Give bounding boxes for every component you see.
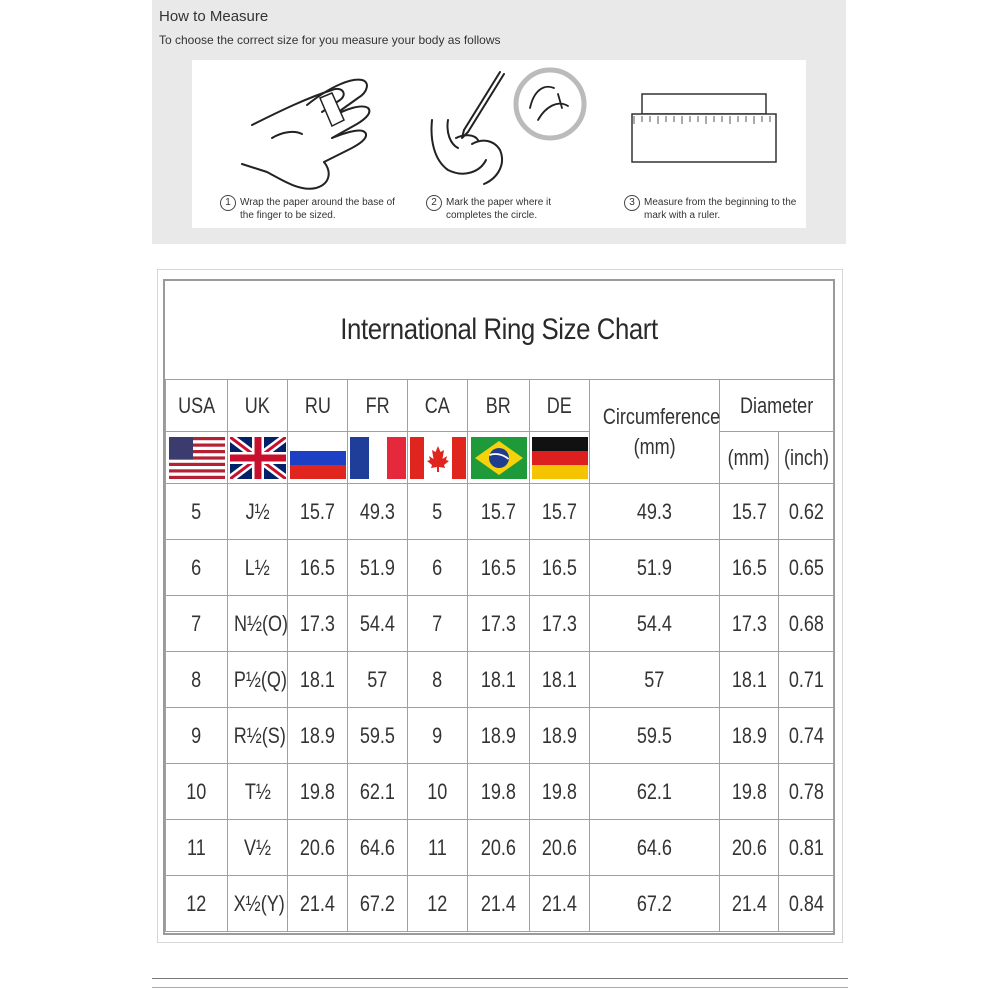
cell-uk: T½	[228, 764, 288, 820]
measure-steps	[192, 60, 806, 228]
size-table	[165, 379, 834, 932]
cell-uk: V½	[228, 820, 288, 876]
cell-circumference: 67.2	[590, 876, 720, 932]
russia-flag-icon	[290, 437, 346, 479]
cell-diameter-inch: 0.65	[779, 540, 834, 596]
cell-fr: 54.4	[348, 596, 408, 652]
header-ru: RU	[288, 380, 348, 432]
cell-ru: 21.4	[288, 876, 348, 932]
cell-usa: 5	[166, 484, 228, 540]
cell-ca: 12	[408, 876, 468, 932]
measure-subtitle: To choose the correct size for you measure your body as follows	[159, 33, 501, 47]
size-rows	[166, 484, 834, 932]
cell-fr: 59.5	[348, 708, 408, 764]
cell-diameter-inch: 0.68	[779, 596, 834, 652]
cell-fr: 62.1	[348, 764, 408, 820]
header-usa: USA	[166, 380, 228, 432]
header-diameter: Diameter	[720, 380, 834, 432]
cell-br: 20.6	[468, 820, 530, 876]
cell-de: 20.6	[530, 820, 590, 876]
cell-fr: 57	[348, 652, 408, 708]
uk-flag-cell	[228, 432, 288, 484]
cell-circumference: 62.1	[590, 764, 720, 820]
cell-usa: 8	[166, 652, 228, 708]
cell-ca: 7	[408, 596, 468, 652]
cell-diameter-mm: 21.4	[720, 876, 779, 932]
header-diameter-inch: (inch)	[779, 432, 834, 484]
cell-circumference: 54.4	[590, 596, 720, 652]
step-2-caption	[426, 196, 576, 222]
step-1-number: 1	[220, 195, 236, 211]
how-to-measure-panel	[152, 0, 846, 244]
cell-ca: 6	[408, 540, 468, 596]
cell-ca: 11	[408, 820, 468, 876]
cell-de: 18.1	[530, 652, 590, 708]
step-3-text: Measure from the beginning to the mark with a ruler.	[644, 197, 797, 221]
divider-line	[152, 978, 848, 979]
cell-br: 18.9	[468, 708, 530, 764]
step-2	[412, 60, 612, 228]
step-3-number: 3	[624, 195, 640, 211]
cell-de: 15.7	[530, 484, 590, 540]
cell-diameter-mm: 17.3	[720, 596, 779, 652]
cell-diameter-mm: 19.8	[720, 764, 779, 820]
cell-de: 19.8	[530, 764, 590, 820]
cell-ru: 18.1	[288, 652, 348, 708]
cell-ru: 19.8	[288, 764, 348, 820]
cell-diameter-inch: 0.62	[779, 484, 834, 540]
cell-fr: 49.3	[348, 484, 408, 540]
table-row	[166, 596, 834, 652]
cell-de: 16.5	[530, 540, 590, 596]
header-br: BR	[468, 380, 530, 432]
cell-ru: 17.3	[288, 596, 348, 652]
russia-flag-cell	[288, 432, 348, 484]
cell-diameter-inch: 0.84	[779, 876, 834, 932]
cell-uk: N½(O)	[228, 596, 288, 652]
header-de: DE	[530, 380, 590, 432]
cell-uk: P½(Q)	[228, 652, 288, 708]
ring-size-chart-frame	[157, 269, 843, 943]
cell-uk: J½	[228, 484, 288, 540]
table-row	[166, 708, 834, 764]
table-row	[166, 540, 834, 596]
cell-ca: 10	[408, 764, 468, 820]
table-row	[166, 484, 834, 540]
chart-title: International Ring Size Chart	[340, 313, 658, 346]
cell-br: 19.8	[468, 764, 530, 820]
cell-de: 17.3	[530, 596, 590, 652]
cell-ca: 8	[408, 652, 468, 708]
cell-uk: L½	[228, 540, 288, 596]
cell-diameter-inch: 0.78	[779, 764, 834, 820]
cell-diameter-mm: 18.9	[720, 708, 779, 764]
cell-fr: 51.9	[348, 540, 408, 596]
magnify-circle	[516, 70, 584, 138]
header-fr: FR	[348, 380, 408, 432]
cell-usa: 9	[166, 708, 228, 764]
usa-flag-icon	[169, 437, 225, 479]
cell-ru: 16.5	[288, 540, 348, 596]
ruler-icon	[612, 60, 812, 190]
cell-de: 18.9	[530, 708, 590, 764]
cell-usa: 7	[166, 596, 228, 652]
cell-diameter-mm: 15.7	[720, 484, 779, 540]
canada-flag-icon	[410, 437, 466, 479]
table-row	[166, 764, 834, 820]
ring-size-chart	[163, 279, 835, 935]
cell-usa: 12	[166, 876, 228, 932]
step-1-text: Wrap the paper around the base of the finger to be sized.	[240, 197, 395, 221]
cell-diameter-inch: 0.74	[779, 708, 834, 764]
table-row	[166, 652, 834, 708]
cell-diameter-mm: 18.1	[720, 652, 779, 708]
measure-title: How to Measure	[159, 8, 269, 25]
cell-circumference: 49.3	[590, 484, 720, 540]
cell-fr: 67.2	[348, 876, 408, 932]
header-ca: CA	[408, 380, 468, 432]
table-row	[166, 820, 834, 876]
header-diameter-mm: (mm)	[720, 432, 779, 484]
cell-ru: 18.9	[288, 708, 348, 764]
cell-usa: 11	[166, 820, 228, 876]
mark-paper-icon	[412, 60, 612, 190]
cell-fr: 64.6	[348, 820, 408, 876]
uk-flag-icon	[230, 437, 286, 479]
step-1	[212, 60, 412, 228]
cell-ca: 9	[408, 708, 468, 764]
germany-flag-icon	[532, 437, 588, 479]
brazil-flag-cell	[468, 432, 530, 484]
step-2-text: Mark the paper where it completes the circle.	[446, 197, 552, 221]
cell-diameter-inch: 0.71	[779, 652, 834, 708]
header-circumference: Circumference (mm)	[590, 380, 720, 484]
cell-circumference: 57	[590, 652, 720, 708]
step-3	[612, 60, 812, 228]
divider-line-secondary	[152, 987, 848, 988]
canada-flag-cell	[408, 432, 468, 484]
cell-br: 21.4	[468, 876, 530, 932]
france-flag-cell	[348, 432, 408, 484]
cell-br: 17.3	[468, 596, 530, 652]
cell-usa: 10	[166, 764, 228, 820]
cell-de: 21.4	[530, 876, 590, 932]
usa-flag-cell	[166, 432, 228, 484]
cell-usa: 6	[166, 540, 228, 596]
cell-br: 16.5	[468, 540, 530, 596]
hand-wrap-icon	[212, 60, 412, 190]
brazil-flag-icon	[471, 437, 527, 479]
germany-flag-cell	[530, 432, 590, 484]
cell-uk: X½(Y)	[228, 876, 288, 932]
cell-circumference: 59.5	[590, 708, 720, 764]
step-1-caption	[220, 196, 400, 222]
header-uk: UK	[228, 380, 288, 432]
table-row	[166, 876, 834, 932]
cell-ru: 15.7	[288, 484, 348, 540]
cell-br: 15.7	[468, 484, 530, 540]
france-flag-icon	[350, 437, 406, 479]
cell-ru: 20.6	[288, 820, 348, 876]
step-2-number: 2	[426, 195, 442, 211]
cell-circumference: 64.6	[590, 820, 720, 876]
cell-diameter-mm: 16.5	[720, 540, 779, 596]
cell-circumference: 51.9	[590, 540, 720, 596]
cell-diameter-inch: 0.81	[779, 820, 834, 876]
cell-br: 18.1	[468, 652, 530, 708]
cell-ca: 5	[408, 484, 468, 540]
cell-uk: R½(S)	[228, 708, 288, 764]
step-3-caption	[624, 196, 804, 222]
cell-diameter-mm: 20.6	[720, 820, 779, 876]
